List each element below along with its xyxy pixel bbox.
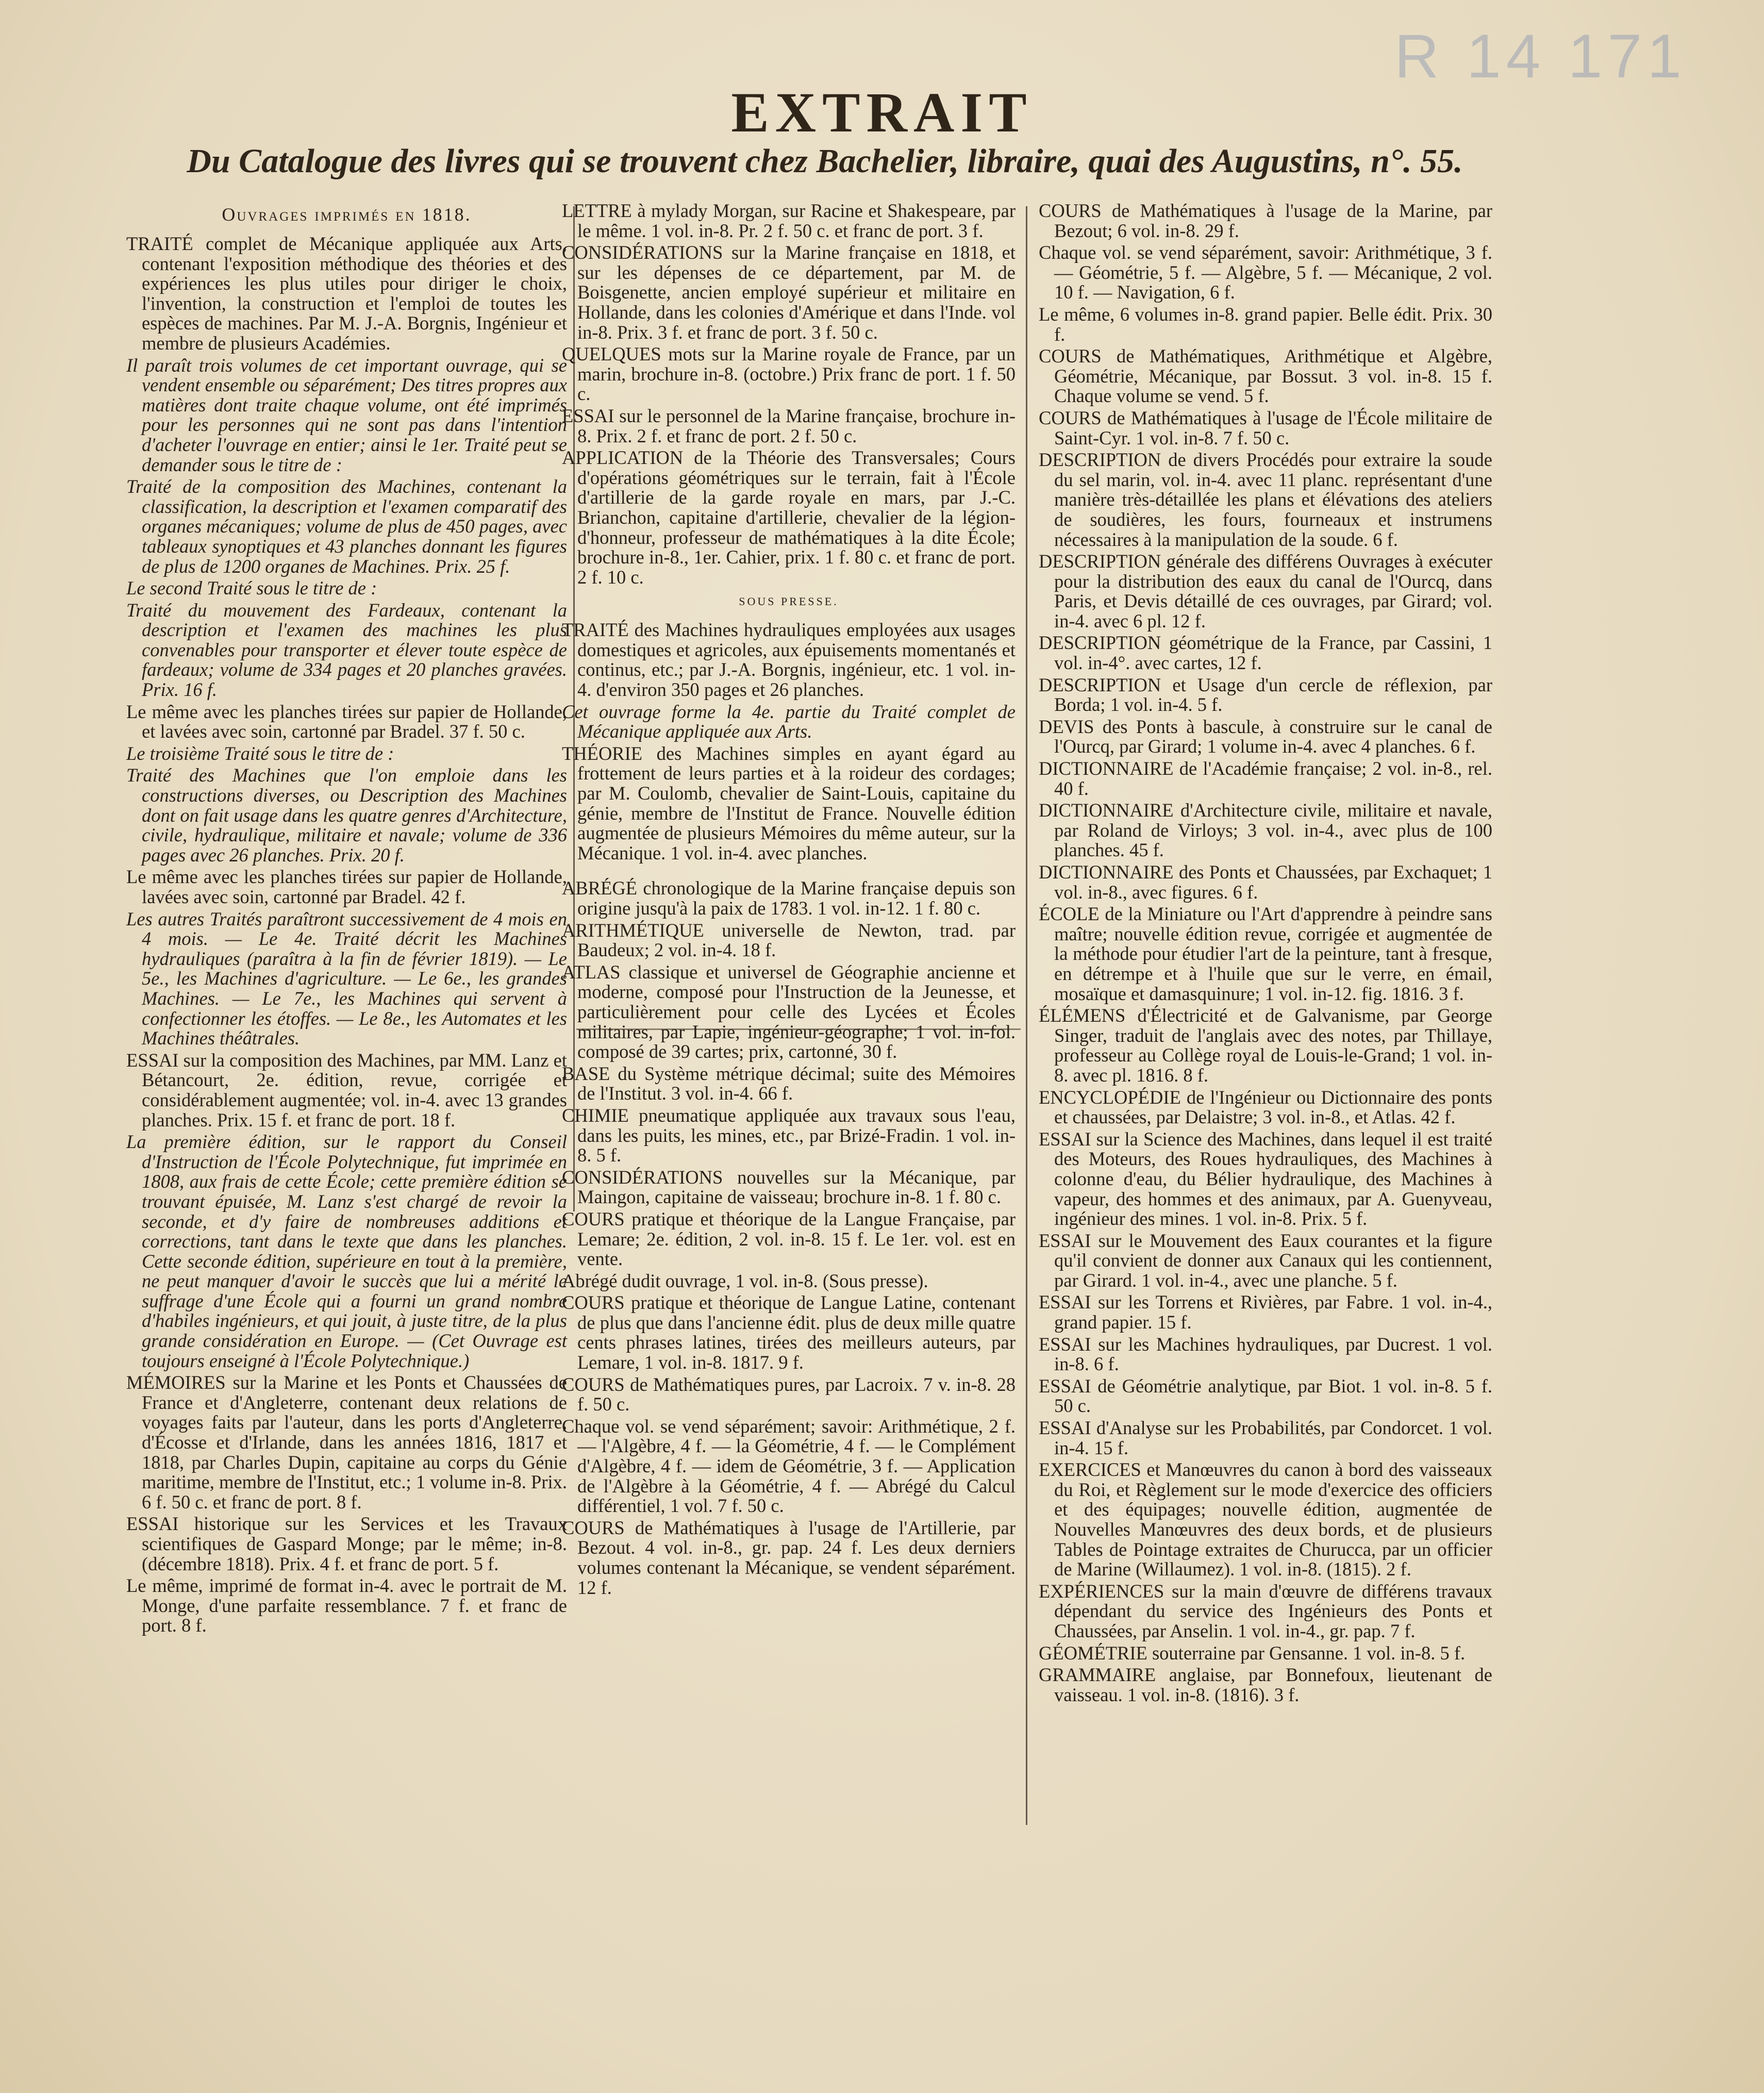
section-heading-1818: Ouvrages imprimés en 1818. [222, 204, 472, 225]
catalogue-entry: DICTIONNAIRE de l'Académie française; 2 vol. in-8., rel. 40 f. [1039, 758, 1492, 799]
catalogue-entry: Chaque vol. se vend séparément, savoir: Arithmétique, 3 f. — Géométrie, 5 f. — Algèbre, 5 f. — Mécanique, 2 vol. 10 f. — Navigation, 6 f. [1039, 242, 1492, 303]
catalogue-entry: COURS pratique et théorique de la Langue Française, par Lemare; 2e. édition, 2 vol. in-8. 15 f. Le 1er. vol. est en vente. [562, 1208, 1016, 1270]
catalogue-entry: COURS de Mathématiques, Arithmétique et Algèbre, Géométrie, Mécanique, par Bossut. 3 vol. in-8. 15 f. Chaque volume se vend. 5 f. [1039, 345, 1492, 407]
catalogue-entry: QUELQUES mots sur la Marine royale de France, par un marin, brochure in-8. (octobre.) Prix franc de port. 1 f. 50 c. [562, 343, 1016, 405]
catalogue-note: Cet ouvrage forme la 4e. partie du Traité complet de Mécanique appliquée aux Arts. [562, 701, 1016, 742]
catalogue-entry: ESSAI sur les Torrens et Rivières, par Fabre. 1 vol. in-4., grand papier. 15 f. [1039, 1291, 1492, 1333]
catalogue-note: Le troisième Traité sous le titre de : [126, 742, 394, 764]
catalogue-entry: TRAITÉ des Machines hydrauliques employées aux usages domestiques et agricoles, aux épuisements momentanés et continus, etc.; par J.-A. Borgnis, ingénieur, etc. 1 vol. in-4. d'environ 350 pages et 26 planches. [562, 619, 1016, 701]
catalogue-entry: LETTRE à mylady Morgan, sur Racine et Shakespeare, par le même. 1 vol. in-8. Pr. 2 f. 50 c. et franc de port. 3 f. [562, 200, 1016, 241]
catalogue-note: La première édition, sur le rapport du Conseil d'Instruction de l'École Polytechnique, fut imprimée en 1808, aux frais de cette École; cette première édition se trouvant épuisée, M. Lanz s'est chargé de revoir la seconde, et d'y faire de nombreuses additions et corrections, tant dans le texte que dans les planches. Cette seconde édition, supérieure en tout à la première, ne peut manquer d'avoir le succès que lui a mérité le suffrage d'une École qui a fourni un grand nombre d'habiles ingénieurs, et qui jouit, à juste titre, de la plus grande considération en Europe. — (Cet Ouvrage est toujours enseigné à l'École Polytechnique.) [126, 1131, 567, 1371]
catalogue-entry: ESSAI d'Analyse sur les Probabilités, par Condorcet. 1 vol. in-4. 15 f. [1039, 1417, 1492, 1458]
left-column [126, 201, 567, 1638]
catalogue-entry: DESCRIPTION géométrique de la France, par Cassini, 1 vol. in-4°. avec cartes, 12 f. [1039, 632, 1492, 674]
catalogue-entry: Traité du mouvement des Fardeaux, contenant la description et l'examen des machines les plus convenables pour transporter et élever toute espèce de fardeaux; volume de 334 pages et 20 planches gravées. Prix. 16 f. [126, 599, 567, 701]
catalogue-entry: COURS de Mathématiques à l'usage de l'Artillerie, par Bezout. 4 vol. in-8., gr. pap. 24 f. Les deux derniers volumes contenant la Mécanique, se vendent séparément. 12 f. [562, 1517, 1016, 1598]
catalogue-entry: ESSAI sur le personnel de la Marine française, brochure in-8. Prix. 2 f. et franc de port. 2 f. 50 c. [562, 405, 1016, 446]
catalogue-entry: CHIMIE pneumatique appliquée aux travaux sous l'eau, dans les puits, les mines, etc., par Brizé-Fradin. 1 vol. in-8. 5 f. [562, 1104, 1016, 1166]
catalogue-entry: COURS de Mathématiques à l'usage de la Marine, par Bezout; 6 vol. in-8. 29 f. [1039, 200, 1492, 241]
catalogue-entry: TRAITÉ complet de Mécanique appliquée aux Arts, contenant l'exposition méthodique des théories et des expériences les plus utiles pour diriger le choix, l'invention, la construction et l'emploi de toutes les espèces de machines. Par M. J.-A. Borgnis, Ingénieur et membre de plusieurs Académies. [126, 233, 567, 354]
catalogue-entry: EXERCICES et Manœuvres du canon à bord des vaisseaux du Roi, et Règlement sur le mode d'exercice des officiers et des équipages; nouvelle édition, augmentée de Nouvelles Manœuvres des deux bords, et de plusieurs Tables de Pointage extraites de Churucca, par un officier de Marine (Willaumez). 1 vol. in-8. (1815). 2 f. [1039, 1459, 1492, 1580]
page-title: EXTRAIT [731, 81, 1033, 144]
catalogue-entry: Traité de la composition des Machines, contenant la classification, la description et l'examen comparatif des organes mécaniques; volume de plus de 450 pages, avec tableaux synoptiques et 43 planches donnant les figures de plus de 1200 organes de Machines. Prix. 25 f. [126, 476, 567, 577]
middle-column [562, 201, 1016, 1600]
catalogue-entry: COURS pratique et théorique de Langue Latine, contenant de plus que dans l'ancienne édit. plus de deux mille quatre cents phrases latines, tirées des meilleurs auteurs, par Lemare, 1 vol. in-8. 1817. 9 f. [562, 1292, 1016, 1373]
catalogue-entry: Chaque vol. se vend séparément; savoir: Arithmétique, 2 f. — l'Algèbre, 4 f. — la Géométrie, 4 f. — le Complément d'Algèbre, 4 f. — idem de Géométrie, 3 f. — Application de l'Algèbre à la Géométrie, 4 f. — Abrégé du Calcul différentiel, 1 vol. 7 f. 50 c. [562, 1415, 1016, 1517]
catalogue-entry: ABRÉGÉ chronologique de la Marine française depuis son origine jusqu'à la paix de 1783. 1 vol. in-12. 1 f. 80 c. [562, 877, 1016, 919]
catalogue-entry: ÉLÉMENS d'Électricité et de Galvanisme, par George Singer, traduit de l'anglais avec des notes, par Thillaye, professeur au Collège royal de Louis-le-Grand; 1 vol. in-8. avec pl. 1816. 8 f. [1039, 1005, 1492, 1086]
column-rule-right [1026, 206, 1027, 1825]
catalogue-entry: Le même, imprimé de format in-4. avec le portrait de M. Monge, d'une parfaite ressemblance. 7 f. et franc de port. 8 f. [126, 1575, 567, 1636]
catalogue-note: Le second Traité sous le titre de : [126, 577, 377, 599]
catalogue-entry: ESSAI sur la composition des Machines, par MM. Lanz et Bétancourt, 2e. édition, revue, corrigée et considérablement augmentée; vol. in-4. avec 13 grandes planches. Prix. 15 f. et franc de port. 18 f. [126, 1049, 567, 1131]
catalogue-entry: ESSAI de Géométrie analytique, par Biot. 1 vol. in-8. 5 f. 50 c. [1039, 1375, 1492, 1417]
catalogue-entry: ATLAS classique et universel de Géographie ancienne et moderne, composé pour l'Instruction de la Jeunesse, et particulièrement pour celle des Lycées et Écoles militaires, par Lapie, ingénieur-géographe; 1 vol. in-fol. composé de 39 cartes; prix, cartonné, 30 f. [562, 961, 1016, 1062]
catalogue-entry: Le même, 6 volumes in-8. grand papier. Belle édit. Prix. 30 f. [1039, 303, 1492, 345]
catalogue-entry: CONSIDÉRATIONS nouvelles sur la Mécanique, par Maingon, capitaine de vaisseau; brochure in-8. 1 f. 80 c. [562, 1166, 1016, 1208]
catalogue-entry: ARITHMÉTIQUE universelle de Newton, trad. par Baudeux; 2 vol. in-4. 18 f. [562, 919, 1016, 961]
catalogue-entry: DICTIONNAIRE d'Architecture civile, militaire et navale, par Roland de Virloys; 3 vol. in-4., avec plus de 100 planches. 45 f. [1039, 800, 1492, 861]
catalogue-entry: ESSAI historique sur les Services et les Travaux scientifiques de Gaspard Monge; par le même; in-8. (décembre 1818). Prix. 4 f. et franc de port. 5 f. [126, 1513, 567, 1574]
catalogue-note: Les autres Traités paraîtront successivement de 4 mois en 4 mois. — Le 4e. Traité décrit les Machines hydrauliques (paraîtra à la fin de février 1819). — Le 5e., les Machines d'agriculture. — Le 6e., les grandes Machines. — Le 7e., les Machines qui servent à confectionner les étoffes. — Le 8e., les Automates et les Machines théâtrales. [126, 908, 567, 1049]
catalogue-entry: EXPÉRIENCES sur la main d'œuvre de différens travaux dépendant du service des Ingénieurs des Ponts et Chaussées, par Anselin. 1 vol. in-4., gr. pap. 7 f. [1039, 1580, 1492, 1641]
catalogue-entry: ESSAI sur la Science des Machines, dans lequel il est traité des Moteurs, des Roues hydrauliques, des Machines à colonne d'eau, du Bélier hydraulique, des Machines à vapeur, des hommes et des animaux, par A. Guenyveau, ingénieur des mines. 1 vol. in-8. Prix. 5 f. [1039, 1128, 1492, 1230]
catalogue-entry: DICTIONNAIRE des Ponts et Chaussées, par Exchaquet; 1 vol. in-8., avec figures. 6 f. [1039, 861, 1492, 903]
catalogue-entry: ENCYCLOPÉDIE de l'Ingénieur ou Dictionnaire des ponts et chaussées, par Delaistre; 3 vol. in-8., et Atlas. 42 f. [1039, 1086, 1492, 1128]
catalogue-entry: MÉMOIRES sur la Marine et les Ponts et Chaussées de France et d'Angleterre, contenant deux relations de voyages faits par l'auteur, dans les ports d'Angleterre, d'Écosse et d'Irlande, dans les années 1816, 1817 et 1818, par Charles Dupin, capitaine au corps du Génie maritime, membre de l'Institut, etc.; 1 volume in-8. Prix. 6 f. 50 c. et franc de port. 8 f. [126, 1372, 567, 1513]
catalogue-entry: DESCRIPTION de divers Procédés pour extraire la soude du sel marin, vol. in-4. avec 11 planc. représentant d'une manière très-détaillée les plans et élévations des ateliers de soudières, les fours, fourneaux et instrumens nécessaires à la manipulation de la soude. 6 f. [1039, 449, 1492, 550]
catalogue-entry: ÉCOLE de la Miniature ou l'Art d'apprendre à peindre sans maître; nouvelle édition revue, corrigée et augmentée de la méthode pour étudier l'art de la peinture, tant à fresque, en détrempe et à l'huile que sur le verre, en émail, mosaïque et damasquinure; 1 vol. in-12. fig. 1816. 3 f. [1039, 903, 1492, 1004]
catalogue-entry: Le même avec les planches tirées sur papier de Hollande, lavées avec soin, cartonné par Bradel. 42 f. [126, 866, 567, 907]
catalogue-entry: DESCRIPTION générale des différens Ouvrages à exécuter pour la distribution des eaux du canal de l'Ourcq, dans Paris, et Devis détaillé de ces ouvrages, par Girard; vol. in-4. avec 6 pl. 12 f. [1039, 551, 1492, 632]
right-column [1039, 201, 1492, 1707]
catalogue-entry: Traité des Machines que l'on emploie dans les constructions diverses, ou Description des Machines dont on fait usage dans les quatre genres d'Architecture, civile, hydraulique, militaire et navale; volume de 336 pages avec 26 planches. Prix. 20 f. [126, 765, 567, 866]
catalogue-entry: THÉORIE des Machines simples en ayant égard au frottement de leurs parties et à la roideur des cordages; par M. Coulomb, chevalier de Saint-Louis, capitaine du génie, membre de l'Institut de France. Nouvelle édition augmentée de plusieurs Mémoires du même auteur, sur la Mécanique. 1 vol. in-4. avec planches. [562, 742, 1016, 863]
catalogue-entry: CONSIDÉRATIONS sur la Marine française en 1818, et sur les dépenses de ce département, par M. de Boisgenette, ancien employé supérieur et militaire en Hollande, dans les colonies d'Amérique et dans l'Inde. vol in-8. Prix. 3 f. et franc de port. 3 f. 50 c. [562, 242, 1016, 343]
catalogue-entry: COURS de Mathématiques à l'usage de l'École militaire de Saint-Cyr. 1 vol. in-8. 7 f. 50 c. [1039, 407, 1492, 448]
catalogue-entry: COURS de Mathématiques pures, par Lacroix. 7 v. in-8. 28 f. 50 c. [562, 1373, 1016, 1415]
catalogue-entry: DESCRIPTION et Usage d'un cercle de réflexion, par Borda; 1 vol. in-4. 5 f. [1039, 674, 1492, 716]
page-subtitle: Du Catalogue des livres qui se trouvent chez Bachelier, libraire, quai des Augustins, n°. 55. [187, 142, 1463, 180]
library-stamp: R 14 171 [1394, 22, 1687, 91]
catalogue-entry: BASE du Système métrique décimal; suite des Mémoires de l'Institut. 3 vol. in-4. 66 f. [562, 1062, 1016, 1104]
section-heading-sous-presse: SOUS PRESSE. [739, 595, 839, 608]
catalogue-entry: Abrégé dudit ouvrage, 1 vol. in-8. (Sous presse). [562, 1270, 928, 1291]
catalogue-entry: GÉOMÉTRIE souterraine par Gensanne. 1 vol. in-8. 5 f. [1039, 1642, 1466, 1664]
catalogue-entry: DEVIS des Ponts à bascule, à construire sur le canal de l'Ourcq, par Girard; 1 volume in-4. avec 4 planches. 6 f. [1039, 716, 1492, 757]
catalogue-entry: APPLICATION de la Théorie des Transversales; Cours d'opérations géométriques sur le terrain, fait à l'École d'artillerie de la garde royale en mars, par J.-C. Brianchon, capitaine d'artillerie, chevalier de la légion-d'honneur, professeur de mathématiques à la dite École; brochure in-8., 1er. Cahier, prix. 1 f. 80 c. et franc de port. 2 f. 10 c. [562, 447, 1016, 588]
catalogue-note: Il paraît trois volumes de cet important ouvrage, qui se vendent ensemble ou séparément; Des titres propres aux matières dont traite chaque volume, ont été imprimés pour les personnes qui ne sont pas dans l'intention d'acheter l'ouvrage en entier; ainsi le 1er. Traité peut se demander sous le titre de : [126, 354, 567, 475]
catalogue-entry: ESSAI sur le Mouvement des Eaux courantes et la figure qu'il convient de donner aux Canaux qui les contiennent, par Girard. 1 vol. in-4., avec une planche. 5 f. [1039, 1230, 1492, 1291]
catalogue-entry: ESSAI sur les Machines hydrauliques, par Ducrest. 1 vol. in-8. 6 f. [1039, 1333, 1492, 1375]
catalogue-entry: Le même avec les planches tirées sur papier de Hollande, et lavées avec soin, cartonné par Bradel. 37 f. 50 c. [126, 701, 567, 742]
catalogue-entry: GRAMMAIRE anglaise, par Bonnefoux, lieutenant de vaisseau. 1 vol. in-8. (1816). 3 f. [1039, 1664, 1492, 1705]
